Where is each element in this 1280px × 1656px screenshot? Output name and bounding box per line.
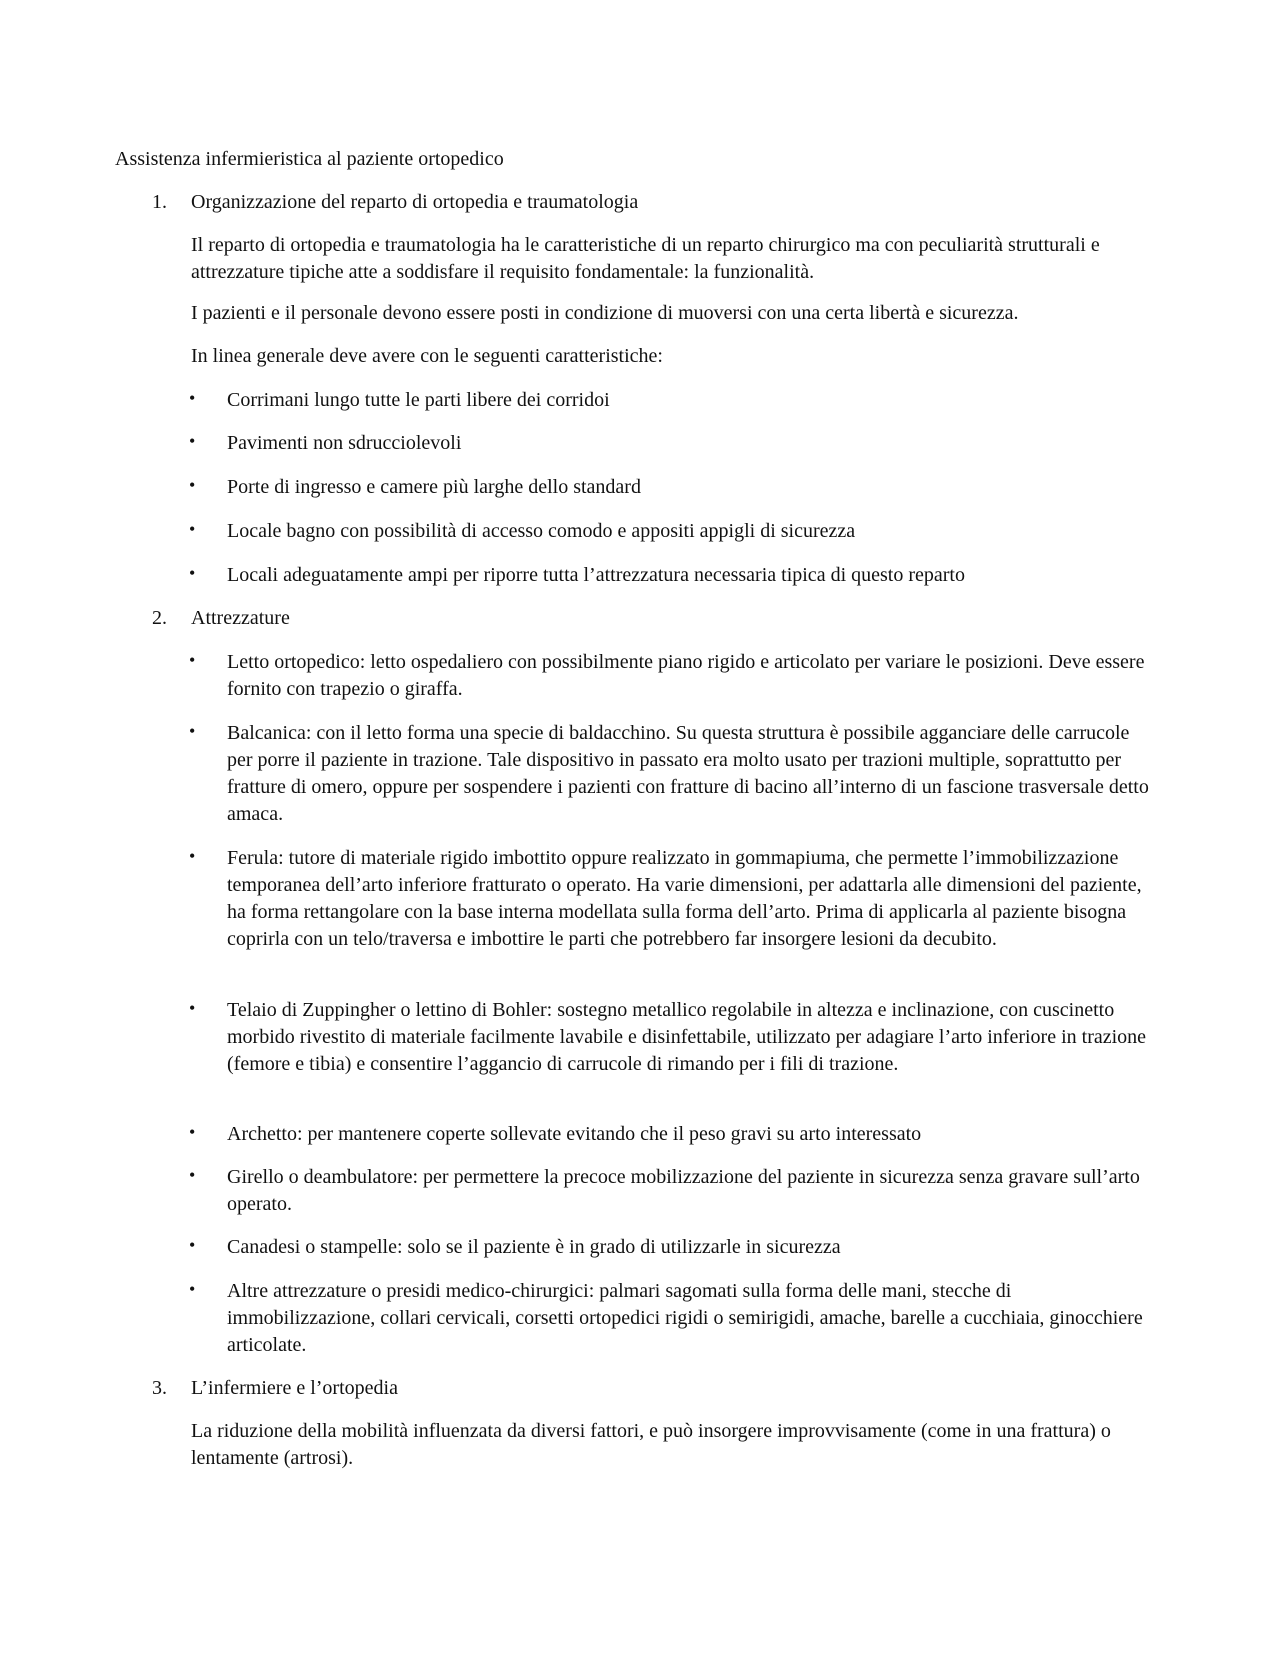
section-heading [0,189,1280,217]
section-heading [0,605,1280,633]
bullet-icon: • [189,475,196,495]
list-item-text: Canadesi o stampelle: solo se il paziente è in grado di utilizzarle in sicurezza [227,1236,841,1258]
section-title: Attrezzature [191,607,290,629]
paragraph: La riduzione della mobilità influenzata da diversi fattori, e può insorgere improvvisamente (come in una frattura) o lentamente (artrosi). [191,1420,1111,1469]
bullet-icon: • [189,721,196,741]
bullet-icon: • [189,1235,196,1255]
list-item-text: Girello o deambulatore: per permettere la precoce mobilizzazione del paziente in sicurezza senza gravare sull’arto operato. [227,1166,1140,1215]
list-item-text: Locale bagno con possibilità di accesso comodo e appositi appigli di sicurezza [227,520,856,542]
bullet-icon: • [189,1122,196,1142]
list-item-text: Porte di ingresso e camere più larghe dello standard [227,476,641,498]
bullet-icon: • [189,431,196,451]
section-number: 2. [152,607,167,629]
list-item-text: Pavimenti non sdrucciolevoli [227,432,462,454]
section-title: Organizzazione del reparto di ortopedia e traumatologia [191,191,639,213]
list-item-text: Letto ortopedico: letto ospedaliero con possibilmente piano rigido e articolato per variare le posizioni. Deve essere fornito con trapezio o giraffa. [227,651,1145,700]
bullet-icon: • [189,650,196,670]
bullet-icon: • [189,846,196,866]
list-item-text: Telaio di Zuppingher o lettino di Bohler: sostegno metallico regolabile in altezza e inclinazione, con cuscinetto morbido rivestito di materiale facilmente lavabile e disinfettabile, utilizzato per adagiare l’arto inferiore in trazione (femore e tibia) e consentire l’aggancio di carrucole di rimando per i fili di trazione. [227,999,1147,1075]
list-item-text: Altre attrezzature o presidi medico-chirurgici: palmari sagomati sulla forma delle mani, stecche di immobilizzazione, collari cervicali, corsetti ortopedici rigidi o semirigidi, amache, barelle a cucchiaia, ginocchiere articolate. [227,1280,1143,1356]
list-item-text: Archetto: per mantenere coperte sollevate evitando che il peso gravi su arto interessato [227,1123,922,1145]
document-title: Assistenza infermieristica al paziente ortopedico [115,148,504,170]
section-number: 3. [152,1377,167,1399]
bullet-icon: • [189,563,196,583]
bullet-icon: • [189,998,196,1018]
bullet-icon: • [189,1165,196,1185]
paragraph: In linea generale deve avere con le seguenti caratteristiche: [191,345,663,367]
list-item-text: Corrimani lungo tutte le parti libere dei corridoi [227,389,610,411]
section-title: L’infermiere e l’ortopedia [191,1377,398,1399]
list-item-text: Ferula: tutore di materiale rigido imbottito oppure realizzato in gommapiuma, che permette l’immobilizzazione temporanea dell’arto inferiore fratturato o operato. Ha varie dimensioni, per adattarla alle dimensioni del paziente, ha forma rettangolare con la base interna modellata sulla forma dell’arto. Prima di applicarla al paziente bisogna coprirla con un telo/traversa e imbottire le parti che potrebbero far insorgere lesioni da decubito. [227,847,1142,950]
paragraph: I pazienti e il personale devono essere posti in condizione di muoversi con una certa libertà e sicurezza. [191,302,1019,324]
section-heading [0,1375,1280,1403]
paragraph: Il reparto di ortopedia e traumatologia ha le caratteristiche di un reparto chirurgico ma con peculiarità strutturali e attrezzature tipiche atte a soddisfare il requisito fondamentale: la funzionalità. [191,234,1100,283]
list-item-text: Locali adeguatamente ampi per riporre tutta l’attrezzatura necessaria tipica di questo reparto [227,564,965,586]
list-item-text: Balcanica: con il letto forma una specie di baldacchino. Su questa struttura è possibile agganciare delle carrucole per porre il paziente in trazione. Tale dispositivo in passato era molto usato per trazioni multiple, soprattutto per fratture di omero, oppure per sospendere i pazienti con fratture di bacino all’interno di un fascione trasversale detto amaca. [227,722,1149,825]
bullet-icon: • [189,1279,196,1299]
bullet-icon: • [189,388,196,408]
section-number: 1. [152,191,167,213]
bullet-icon: • [189,519,196,539]
